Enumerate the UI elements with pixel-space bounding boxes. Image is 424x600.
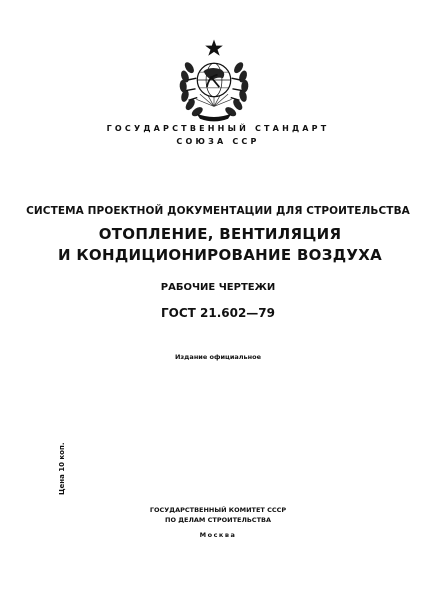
price-label: Цена 10 коп. (58, 442, 66, 495)
system-name: СИСТЕМА ПРОЕКТНОЙ ДОКУМЕНТАЦИИ ДЛЯ СТРОИТЕЛЬСТВА (26, 205, 410, 217)
gost-number: ГОСТ 21.602—79 (160, 306, 276, 320)
document-title-line1: ОТОПЛЕНИЕ, ВЕНТИЛЯЦИЯ (98, 225, 342, 243)
edition-label: Издание официальное (174, 353, 262, 361)
ussr-coat-of-arms-icon (170, 36, 258, 124)
publisher-line1: ГОСУДАРСТВЕННЫЙ КОМИТЕТ СССР (149, 506, 287, 514)
standard-union: СОЮЗА ССР (176, 137, 260, 146)
standard-title: ГОСУДАРСТВЕННЫЙ СТАНДАРТ (106, 124, 330, 133)
publisher-line2: ПО ДЕЛАМ СТРОИТЕЛЬСТВА (165, 516, 271, 524)
publication-city: Москва (199, 531, 237, 539)
document-subtitle: РАБОЧИЕ ЧЕРТЕЖИ (160, 282, 276, 293)
document-title-line2: И КОНДИЦИОНИРОВАНИЕ ВОЗДУХА (58, 246, 382, 264)
